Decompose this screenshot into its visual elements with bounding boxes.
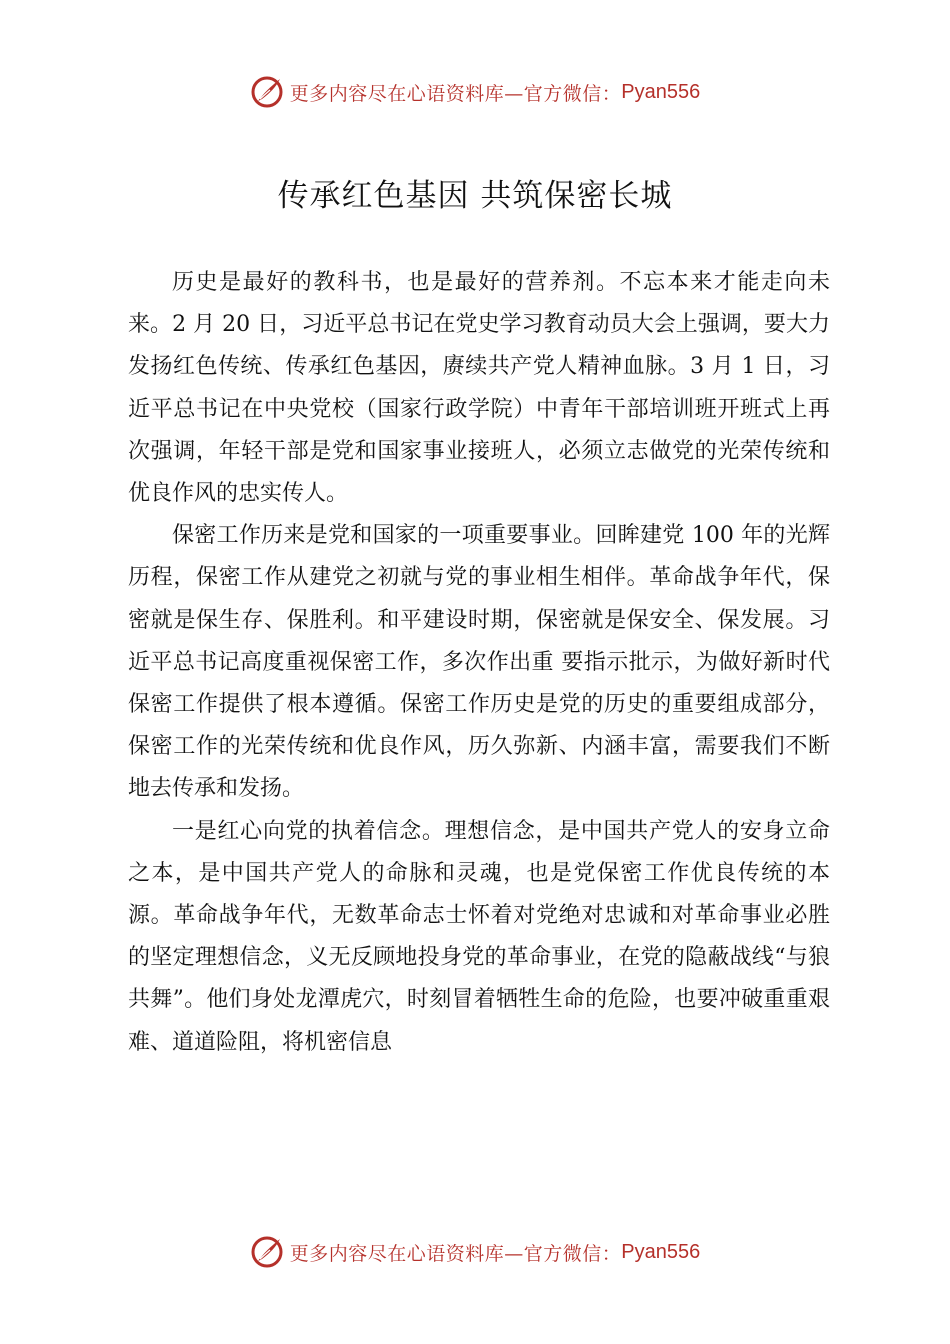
feather-logo-icon [250,75,284,109]
footer-watermark-banner [0,1232,950,1272]
document-title: 传承红色基因 共筑保密长城 [277,178,673,214]
paragraph-2: 保密工作历来是党和国家的一项重要事业。回眸建党 100 年的光辉历程，保密工作从建党之初就与党的事业相生相伴。革命战争年代，保密就是保生存、保胜利。和平建设时期，保密就是保安全、保发展。习近平总书记高度重视保密工作，多次作出重 要指示批示，为做好新时代保密工作提供了根本遵循。保密工作历史是党的历史的重要组成部分，保密工作的光荣传统和优良作风，历久弥新、内涵丰富，需要我们不断地去传承和发扬。 [128,523,830,802]
header-wechat-id: Pyan556 [621,80,701,103]
footer-wechat-id: Pyan556 [621,1240,701,1263]
document-body [128,262,830,1064]
header-watermark-banner [0,72,950,112]
footer-banner-text: 更多内容尽在心语资料库—官方微信： [289,1242,622,1265]
header-banner-text: 更多内容尽在心语资料库—官方微信： [289,82,622,105]
paragraph-3: 一是红心向党的执着信念。理想信念，是中国共产党人的安身立命之本，是中国共产党人的命脉和灵魂，也是党保密工作优良传统的本源。革命战争年代，无数革命志士怀着对党绝对忠诚和对革命事业必胜的坚定理想信念，义无反顾地投身党的革命事业，在党的隐蔽战线“与狼共舞”。他们身处龙潭虎穴，时刻冒着牺牲生命的危险，也要冲破重重艰难、道道险阻，将机密信息 [128,818,830,1055]
feather-logo-icon [250,1235,284,1269]
paragraph-1: 历史是最好的教科书，也是最好的营养剂。不忘本来才能走向未来。2 月 20 日，习近平总书记在党史学习教育动员大会上强调，要大力发扬红色传统、传承红色基因，赓续共产党人精神血脉。3 月 1 日，习近平总书记在中央党校（国家行政学院）中青年干部培训班开班式上再次强调，年轻干部是党和国家事业接班人，必须立志做党的光荣传统和优良作风的忠实传人。 [128,270,830,507]
